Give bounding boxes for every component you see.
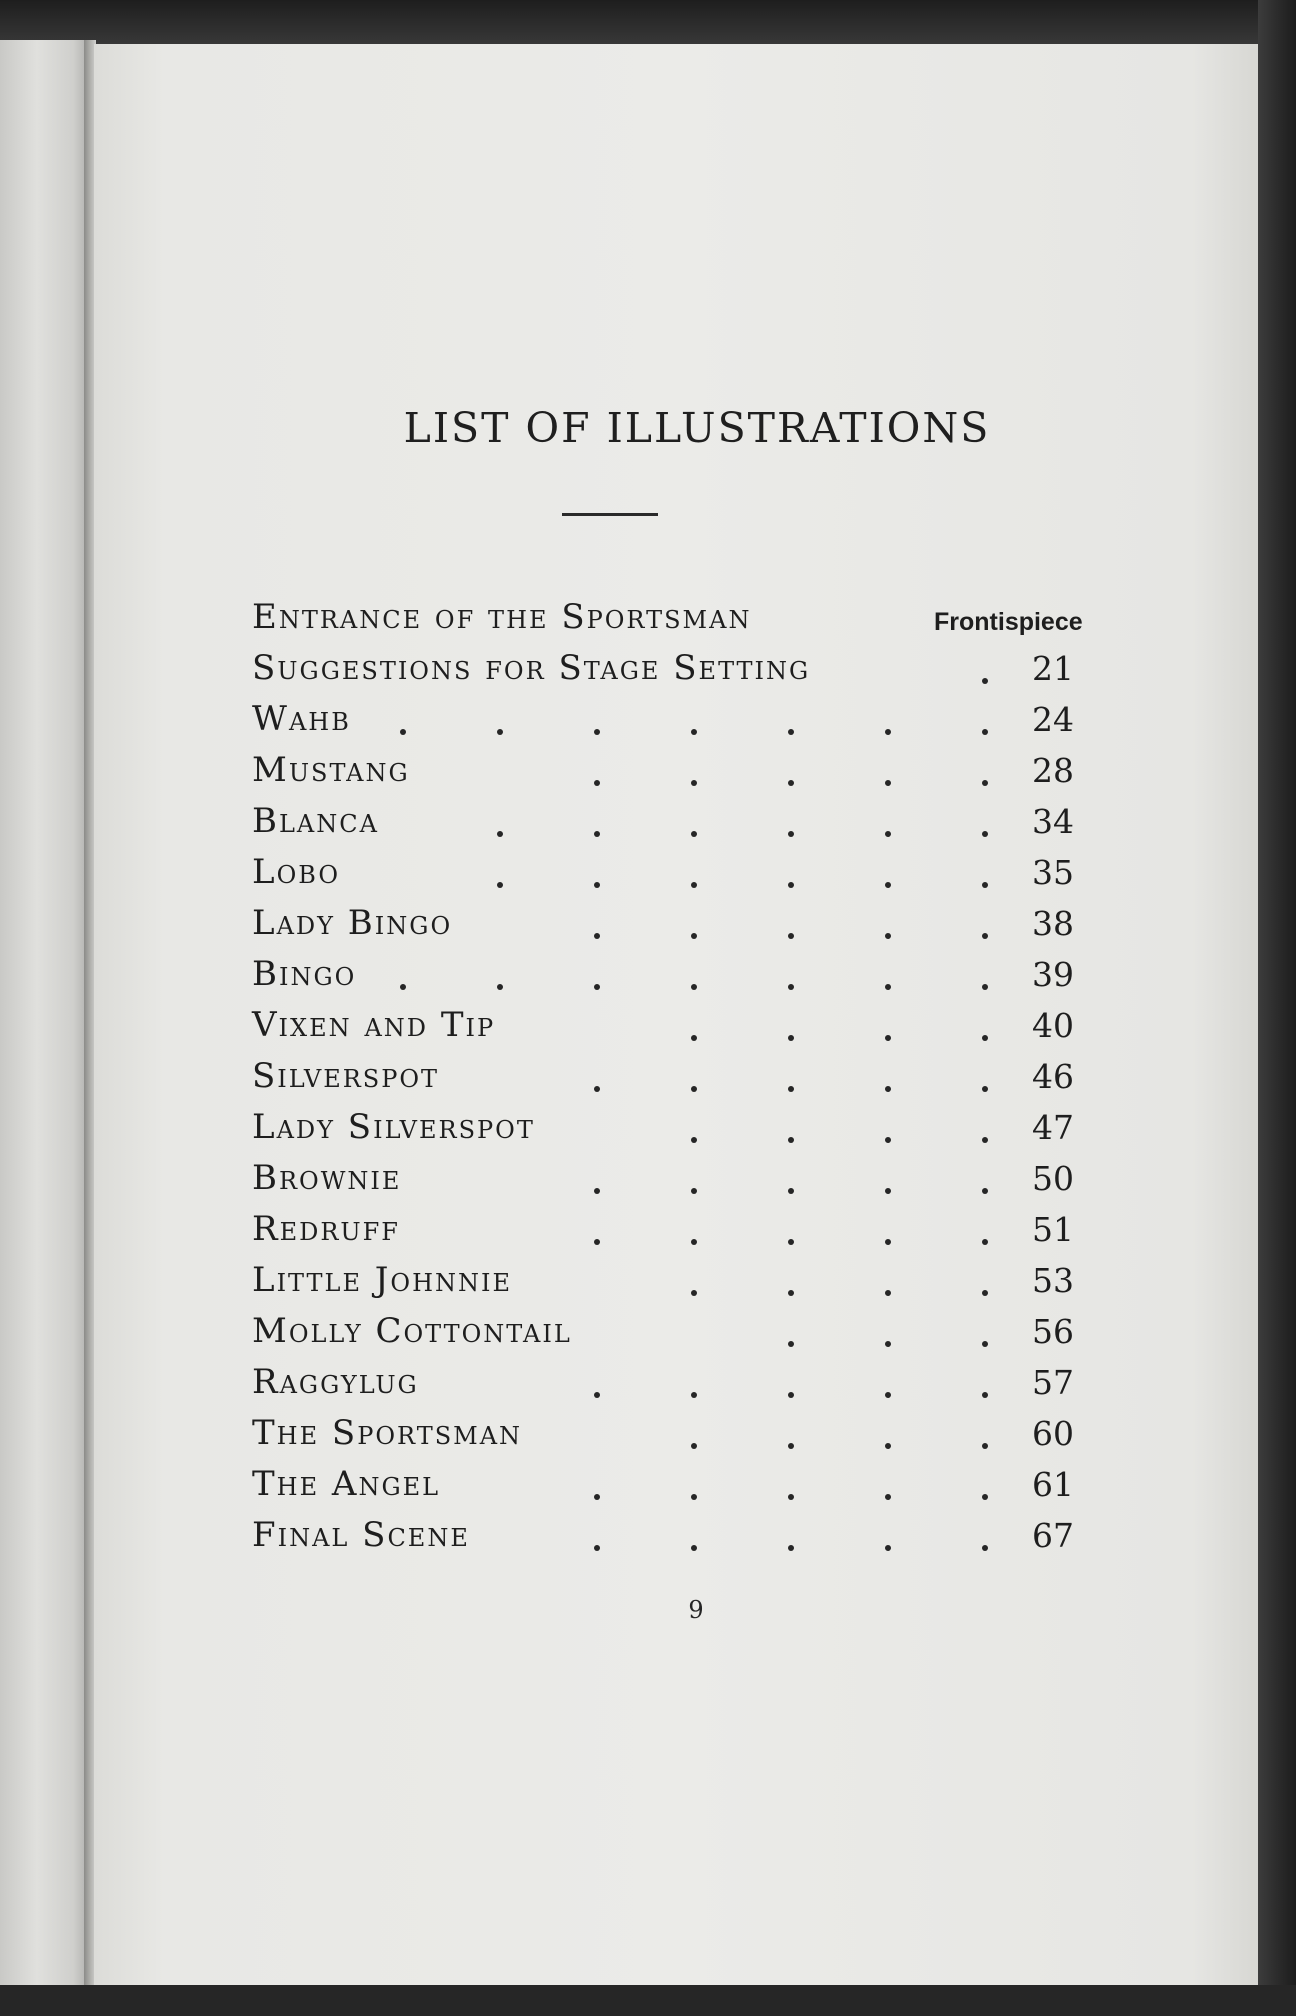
- illustration-page: 57: [1032, 1363, 1074, 1402]
- illustration-page: 38: [1032, 904, 1074, 943]
- leader-dot: [594, 933, 600, 939]
- leader-dot: [594, 1188, 600, 1194]
- illustration-title: Lobo: [252, 852, 341, 892]
- leader-dot: [691, 780, 697, 786]
- leader-dot: [982, 1035, 988, 1041]
- illustration-title: Raggylug: [252, 1362, 419, 1402]
- list-item: [252, 1510, 1102, 1561]
- list-item: [252, 1051, 1102, 1102]
- scanner-bed-bottom: [0, 1985, 1296, 2016]
- leader-dot: [594, 780, 600, 786]
- leader-dot: [885, 1086, 891, 1092]
- leader-dot: [788, 1494, 794, 1500]
- dot-leaders: [252, 868, 992, 888]
- leader-dot: [691, 1290, 697, 1296]
- leader-dot: [788, 1035, 794, 1041]
- leader-dot: [691, 1392, 697, 1398]
- dot-leaders: [252, 664, 992, 684]
- leader-dot: [885, 882, 891, 888]
- leader-dot: [885, 729, 891, 735]
- list-item: [252, 1204, 1102, 1255]
- leader-dot: [982, 780, 988, 786]
- leader-dot: [594, 1086, 600, 1092]
- leader-dot: [982, 729, 988, 735]
- leader-dot: [885, 933, 891, 939]
- illustration-page: 53: [1032, 1261, 1074, 1300]
- illustration-title: The Sportsman: [252, 1413, 523, 1453]
- illustration-title: Wahb: [252, 699, 351, 739]
- dot-leaders: [252, 1021, 992, 1041]
- leader-dot: [594, 1239, 600, 1245]
- illustration-page: 60: [1032, 1414, 1074, 1453]
- illustration-page: 47: [1032, 1108, 1074, 1147]
- illustration-page: 35: [1032, 853, 1074, 892]
- illustration-page: 21: [1032, 649, 1074, 688]
- leader-dot: [885, 1188, 891, 1194]
- illustration-title: Brownie: [252, 1158, 402, 1198]
- leader-dot: [497, 984, 503, 990]
- leader-dot: [788, 933, 794, 939]
- leader-dot: [691, 1494, 697, 1500]
- leader-dot: [982, 1239, 988, 1245]
- leader-dot: [788, 1188, 794, 1194]
- dot-leaders: [252, 1276, 992, 1296]
- leader-dot: [594, 1545, 600, 1551]
- leader-dot: [594, 831, 600, 837]
- illustration-title: Bingo: [252, 954, 357, 994]
- leader-dot: [982, 678, 988, 684]
- dot-leaders: [252, 1429, 992, 1449]
- leader-dot: [400, 984, 406, 990]
- leader-dot: [788, 1341, 794, 1347]
- leader-dot: [691, 1443, 697, 1449]
- leader-dot: [885, 1290, 891, 1296]
- leader-dot: [691, 1545, 697, 1551]
- dot-leaders: [252, 715, 992, 735]
- list-item: [252, 1306, 1102, 1357]
- dot-leaders: [252, 1174, 992, 1194]
- leader-dot: [982, 1086, 988, 1092]
- leader-dot: [885, 1239, 891, 1245]
- leader-dot: [691, 729, 697, 735]
- leader-dot: [594, 729, 600, 735]
- illustration-title: Redruff: [252, 1209, 400, 1249]
- leader-dot: [982, 1290, 988, 1296]
- leader-dot: [691, 1188, 697, 1194]
- list-item: [252, 745, 1102, 796]
- list-item: [252, 1408, 1102, 1459]
- page-number: 9: [688, 1596, 704, 1624]
- list-item: [252, 1153, 1102, 1204]
- illustration-title: Suggestions for Stage Setting: [252, 648, 811, 688]
- leader-dot: [400, 729, 406, 735]
- illustration-title: Silverspot: [252, 1056, 440, 1096]
- list-item: [252, 694, 1102, 745]
- leader-dot: [497, 831, 503, 837]
- leader-dot: [885, 1035, 891, 1041]
- leader-dot: [691, 1035, 697, 1041]
- leader-dot: [691, 1239, 697, 1245]
- list-item: [252, 1000, 1102, 1051]
- leader-dot: [691, 831, 697, 837]
- leader-dot: [788, 1239, 794, 1245]
- leader-dot: [788, 1290, 794, 1296]
- dot-leaders: [252, 1480, 992, 1500]
- facing-page-edge: [0, 40, 92, 1990]
- illustration-page: Frontispiece: [934, 608, 1083, 636]
- leader-dot: [594, 1392, 600, 1398]
- leader-dot: [982, 1137, 988, 1143]
- leader-dot: [982, 1545, 988, 1551]
- leader-dot: [788, 1086, 794, 1092]
- leader-dot: [788, 780, 794, 786]
- leader-dot: [594, 882, 600, 888]
- dot-leaders: [252, 919, 992, 939]
- leader-dot: [982, 1188, 988, 1194]
- leader-dot: [691, 882, 697, 888]
- leader-dot: [885, 1137, 891, 1143]
- illustration-page: 34: [1032, 802, 1074, 841]
- list-item: [252, 643, 1102, 694]
- leader-dot: [885, 780, 891, 786]
- list-item: [252, 796, 1102, 847]
- list-item: [252, 1459, 1102, 1510]
- leader-dot: [982, 933, 988, 939]
- leader-dot: [691, 933, 697, 939]
- list-item: [252, 847, 1102, 898]
- dot-leaders: [252, 817, 992, 837]
- illustration-title: Little Johnnie: [252, 1260, 513, 1300]
- illustration-page: 67: [1032, 1516, 1074, 1555]
- illustration-title: Final Scene: [252, 1515, 470, 1555]
- leader-dot: [982, 984, 988, 990]
- dot-leaders: [252, 1123, 992, 1143]
- leader-dot: [788, 1443, 794, 1449]
- leader-dot: [788, 831, 794, 837]
- leader-dot: [982, 1341, 988, 1347]
- leader-dot: [885, 1545, 891, 1551]
- illustration-page: 50: [1032, 1159, 1074, 1198]
- dot-leaders: [252, 1327, 992, 1347]
- dot-leaders: [252, 1378, 992, 1398]
- leader-dot: [885, 1392, 891, 1398]
- illustration-page: 56: [1032, 1312, 1074, 1351]
- list-item: [252, 949, 1102, 1000]
- leader-dot: [788, 729, 794, 735]
- leader-dot: [982, 1494, 988, 1500]
- leader-dot: [788, 1137, 794, 1143]
- illustration-page: 46: [1032, 1057, 1074, 1096]
- list-item: [252, 898, 1102, 949]
- leader-dot: [885, 1443, 891, 1449]
- leader-dot: [788, 882, 794, 888]
- leader-dot: [497, 729, 503, 735]
- list-item: [252, 1102, 1102, 1153]
- illustration-page: 51: [1032, 1210, 1074, 1249]
- illustration-title: Lady Bingo: [252, 903, 453, 943]
- leader-dot: [982, 882, 988, 888]
- illustrations-list: [252, 592, 1102, 1561]
- dot-leaders: [252, 1072, 992, 1092]
- dot-leaders: [252, 1225, 992, 1245]
- illustration-title: The Angel: [252, 1464, 441, 1504]
- book-page: [94, 44, 1262, 1988]
- dot-leaders: [252, 1531, 992, 1551]
- leader-dot: [982, 831, 988, 837]
- leader-dot: [788, 1545, 794, 1551]
- leader-dot: [885, 1494, 891, 1500]
- dot-leaders: [252, 613, 992, 633]
- leader-dot: [691, 984, 697, 990]
- scanner-bed-right: [1258, 0, 1296, 2016]
- title-rule: [562, 513, 658, 516]
- leader-dot: [885, 1341, 891, 1347]
- leader-dot: [594, 984, 600, 990]
- leader-dot: [691, 1086, 697, 1092]
- leader-dot: [594, 1494, 600, 1500]
- leader-dot: [982, 1443, 988, 1449]
- illustration-page: 40: [1032, 1006, 1074, 1045]
- illustration-title: Entrance of the Sportsman: [252, 597, 752, 637]
- illustration-page: 61: [1032, 1465, 1074, 1504]
- illustration-title: Mustang: [252, 750, 410, 790]
- list-item: [252, 592, 1102, 643]
- leader-dot: [788, 984, 794, 990]
- illustration-page: 24: [1032, 700, 1074, 739]
- leader-dot: [982, 1392, 988, 1398]
- illustration-title: Blanca: [252, 801, 379, 841]
- dot-leaders: [252, 970, 992, 990]
- list-item: [252, 1255, 1102, 1306]
- leader-dot: [788, 1392, 794, 1398]
- leader-dot: [885, 831, 891, 837]
- illustration-title: Vixen and Tip: [252, 1005, 496, 1045]
- illustration-title: Lady Silverspot: [252, 1107, 535, 1147]
- dot-leaders: [252, 766, 992, 786]
- scanner-bed-top: [0, 0, 1296, 48]
- page-title: LIST OF ILLUSTRATIONS: [403, 404, 991, 452]
- leader-dot: [885, 984, 891, 990]
- leader-dot: [691, 1137, 697, 1143]
- list-item: [252, 1357, 1102, 1408]
- illustration-title: Molly Cottontail: [252, 1311, 572, 1351]
- leader-dot: [497, 882, 503, 888]
- illustration-page: 39: [1032, 955, 1074, 994]
- illustration-page: 28: [1032, 751, 1074, 790]
